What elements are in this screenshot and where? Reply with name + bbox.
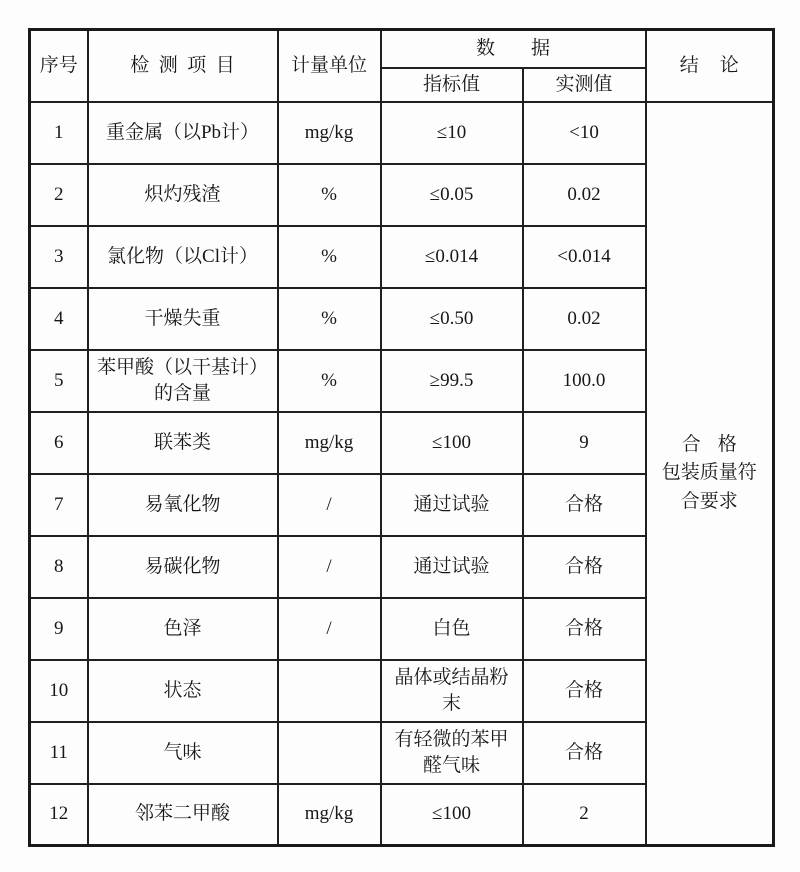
- cell-unit: mg/kg: [278, 102, 381, 164]
- cell-measured-value: 合格: [523, 536, 646, 598]
- inspection-table: [28, 28, 775, 847]
- cell-seq: 8: [30, 536, 88, 598]
- cell-unit: /: [278, 598, 381, 660]
- cell-measured-value: 合格: [523, 474, 646, 536]
- cell-seq: 5: [30, 350, 88, 412]
- cell-standard-value: ≥99.5: [381, 350, 523, 412]
- cell-item: 氯化物（以Cl计）: [88, 226, 278, 288]
- header-row-top: [30, 30, 774, 68]
- cell-measured-value: 0.02: [523, 288, 646, 350]
- cell-item: 气味: [88, 722, 278, 784]
- cell-unit: [278, 722, 381, 784]
- cell-seq: 4: [30, 288, 88, 350]
- header-conclusion: 结论: [646, 30, 774, 102]
- cell-standard-value: ≤100: [381, 412, 523, 474]
- cell-unit: mg/kg: [278, 784, 381, 846]
- header-measured-value: 实测值: [523, 68, 646, 102]
- cell-standard-value: ≤0.014: [381, 226, 523, 288]
- conclusion-result: 合格: [681, 433, 754, 455]
- cell-item: 色泽: [88, 598, 278, 660]
- cell-seq: 12: [30, 784, 88, 846]
- cell-unit: /: [278, 474, 381, 536]
- cell-unit: %: [278, 350, 381, 412]
- cell-item: 重金属（以Pb计）: [88, 102, 278, 164]
- header-standard-value: 指标值: [381, 68, 523, 102]
- cell-seq: 9: [30, 598, 88, 660]
- cell-standard-value: ≤0.05: [381, 164, 523, 226]
- cell-seq: 10: [30, 660, 88, 722]
- table-row: [30, 102, 774, 164]
- cell-standard-value: 通过试验: [381, 474, 523, 536]
- cell-item: 干燥失重: [88, 288, 278, 350]
- cell-seq: 11: [30, 722, 88, 784]
- header-data-group: 数据: [381, 30, 646, 68]
- cell-standard-value: 晶体或结晶粉末: [381, 660, 523, 722]
- cell-measured-value: 合格: [523, 722, 646, 784]
- cell-standard-value: ≤10: [381, 102, 523, 164]
- cell-standard-value: 通过试验: [381, 536, 523, 598]
- cell-measured-value: 合格: [523, 660, 646, 722]
- cell-standard-value: 白色: [381, 598, 523, 660]
- cell-unit: %: [278, 164, 381, 226]
- cell-measured-value: 合格: [523, 598, 646, 660]
- cell-unit: %: [278, 226, 381, 288]
- cell-unit: mg/kg: [278, 412, 381, 474]
- cell-measured-value: 100.0: [523, 350, 646, 412]
- cell-standard-value: 有轻微的苯甲醛气味: [381, 722, 523, 784]
- cell-unit: [278, 660, 381, 722]
- cell-measured-value: <10: [523, 102, 646, 164]
- cell-measured-value: 0.02: [523, 164, 646, 226]
- cell-unit: /: [278, 536, 381, 598]
- cell-measured-value: 2: [523, 784, 646, 846]
- cell-item: 邻苯二甲酸: [88, 784, 278, 846]
- cell-standard-value: ≤100: [381, 784, 523, 846]
- cell-standard-value: ≤0.50: [381, 288, 523, 350]
- cell-item: 炽灼残渣: [88, 164, 278, 226]
- header-seq: 序号: [30, 30, 88, 102]
- cell-seq: 7: [30, 474, 88, 536]
- cell-seq: 1: [30, 102, 88, 164]
- cell-item: 苯甲酸（以干基计）的含量: [88, 350, 278, 412]
- cell-conclusion: [646, 102, 774, 846]
- cell-seq: 6: [30, 412, 88, 474]
- cell-item: 易碳化物: [88, 536, 278, 598]
- cell-item: 易氧化物: [88, 474, 278, 536]
- cell-unit: %: [278, 288, 381, 350]
- cell-seq: 3: [30, 226, 88, 288]
- cell-seq: 2: [30, 164, 88, 226]
- header-unit: 计量单位: [278, 30, 381, 102]
- cell-item: 联苯类: [88, 412, 278, 474]
- cell-measured-value: 9: [523, 412, 646, 474]
- cell-item: 状态: [88, 660, 278, 722]
- cell-measured-value: <0.014: [523, 226, 646, 288]
- conclusion-note: 包装质量符合要求: [661, 462, 757, 512]
- header-item: 检测项目: [88, 30, 278, 102]
